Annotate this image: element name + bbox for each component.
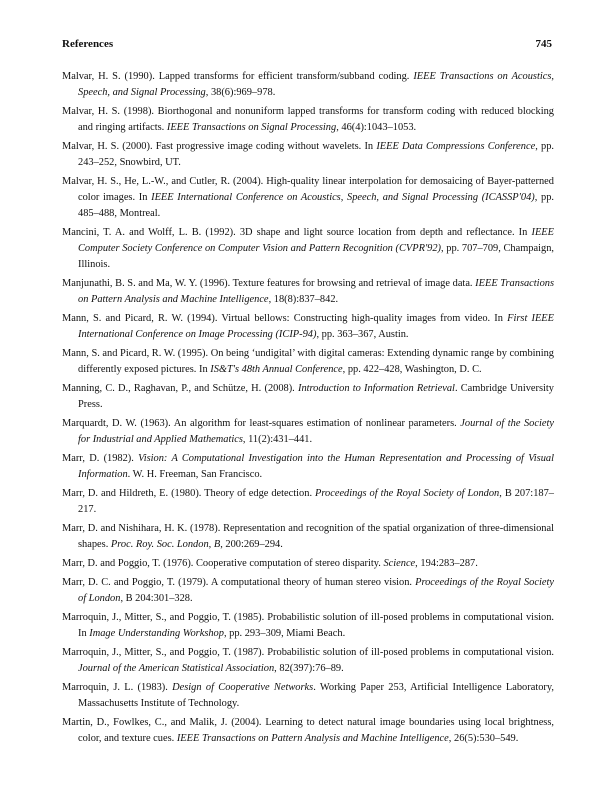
reference-text: Marroquin, J. L. (1983). [62, 682, 173, 693]
reference-text: Marr, D. and Hildreth, E. (1980). Theory of edge detection. [62, 488, 316, 499]
reference-venue: IEEE Transactions on Signal Processing [166, 122, 337, 133]
reference-text: Marquardt, D. W. (1963). An algorithm for least-squares estimation of nonlinear parameters. [62, 418, 461, 429]
reference-entry [62, 69, 554, 101]
reference-entry [62, 715, 554, 747]
reference-details: , pp. 363–367, Austin. [316, 329, 409, 340]
reference-entry [62, 416, 554, 448]
reference-venue: IEEE Computer Society Conference on Computer Vision and Pattern Recognition (CVPR'92) [78, 227, 554, 254]
reference-details: , 200:269–294. [220, 539, 283, 550]
reference-text: Malvar, H. S. (1998). Biorthogonal and nonuniform lapped transforms for transform coding with reduced blocking and ringing artifacts. [62, 106, 554, 133]
reference-details: , pp. 485–488, Montreal. [78, 192, 555, 219]
reference-entry [62, 521, 554, 553]
reference-details: , pp. 293–309, Miami Beach. [223, 628, 346, 639]
reference-venue: First IEEE International Conference on Image Processing (ICIP-94) [78, 313, 554, 340]
reference-list [62, 69, 554, 750]
reference-details: , pp. 422–428, Washington, D. C. [342, 364, 482, 375]
reference-venue: Design of Cooperative Networks [172, 682, 314, 693]
reference-text: Manjunathi, B. S. and Ma, W. Y. (1996). Texture features for browsing and retrieval of image data. [62, 278, 476, 289]
reference-venue: IEEE Transactions on Pattern Analysis and Machine Intelligence [78, 278, 555, 305]
reference-venue: IS&T's 48th Annual Conference [210, 364, 343, 375]
reference-text: Martin, D., Fowlkes, C., and Malik, J. (2004). Learning to detect natural image boundaries using local brightness, color, and texture cues. [62, 717, 554, 744]
reference-entry [62, 451, 554, 483]
reference-entry [62, 225, 554, 273]
reference-text: Marr, D. and Nishihara, H. K. (1978). Representation and recognition of the spatial organization of three-dimensional shapes. [62, 523, 554, 550]
reference-entry [62, 610, 554, 642]
reference-details: , pp. 707–709, Champaign, Illinois. [78, 243, 554, 270]
reference-text: Marr, D. C. and Poggio, T. (1979). A computational theory of human stereo vision. [62, 577, 416, 588]
reference-entry [62, 556, 554, 572]
reference-entry [62, 486, 554, 518]
reference-text: Manning, C. D., Raghavan, P., and Schütze, H. (2008). [62, 383, 298, 394]
reference-details: , 38(6):969–978. [205, 87, 276, 98]
reference-details: , 82(397):76–89. [274, 663, 344, 674]
reference-text: Mann, S. and Picard, R. W. (1994). Virtual bellows: Constructing high-quality images from video. In [62, 313, 508, 324]
reference-entry [62, 276, 554, 308]
reference-text: Malvar, H. S. (1990). Lapped transforms for efficient transform/subband coding. [62, 71, 414, 82]
reference-text: Mann, S. and Picard, R. W. (1995). On being ‘undigital’ with digital cameras: Extending dynamic range by combining differently exposed pictures. In [62, 348, 554, 375]
reference-text: Marr, D. (1982). [62, 453, 139, 464]
reference-text: Marr, D. and Poggio, T. (1976). Cooperative computation of stereo disparity. [62, 558, 384, 569]
reference-details: , B 207:187–217. [78, 488, 554, 515]
reference-details: . Cambridge University Press. [78, 383, 554, 410]
reference-details: , B 204:301–328. [120, 593, 193, 604]
section-title: References [62, 38, 114, 50]
reference-venue: IEEE Transactions on Pattern Analysis and Machine Intelligence [176, 733, 449, 744]
reference-entry [62, 104, 554, 136]
reference-details: . W. H. Freeman, San Francisco. [127, 469, 263, 480]
reference-entry [62, 311, 554, 343]
reference-entry [62, 139, 554, 171]
reference-text: Mancini, T. A. and Wolff, L. B. (1992). 3D shape and light source location from depth and reflectance. In [62, 227, 532, 238]
reference-venue: IEEE Transactions on Acoustics, Speech, and Signal Processing [78, 71, 554, 98]
reference-details: , 26(5):530–549. [448, 733, 519, 744]
reference-venue: Introduction to Information Retrieval [297, 383, 455, 394]
reference-venue: Journal of the Society for Industrial and Applied Mathematics [78, 418, 554, 445]
reference-text: Malvar, H. S. (2000). Fast progressive image coding without wavelets. In [62, 141, 377, 152]
reference-entry [62, 680, 554, 712]
reference-entry [62, 174, 554, 222]
reference-entry [62, 346, 554, 378]
reference-details: , 194:283–287. [415, 558, 478, 569]
reference-details: , 18(8):837–842. [268, 294, 339, 305]
reference-details: , pp. 243–252, Snowbird, UT. [78, 141, 554, 168]
reference-venue: Journal of the American Statistical Association [78, 663, 275, 674]
reference-entry [62, 381, 554, 413]
reference-text: Marroquin, J., Mitter, S., and Poggio, T. (1985). Probabilistic solution of ill-posed problems in computational vision. In [62, 612, 554, 639]
reference-text: Marroquin, J., Mitter, S., and Poggio, T. (1987). Probabilistic solution of ill-posed problems in computational vision. [62, 647, 554, 658]
reference-details: , 46(4):1043–1053. [336, 122, 417, 133]
reference-venue: Vision: A Computational Investigation into the Human Representation and Processing of Visual Information [78, 453, 554, 480]
reference-entry [62, 575, 554, 607]
reference-venue: IEEE Data Compressions Conference [376, 141, 536, 152]
reference-details: . Working Paper 253, Artificial Intelligence Laboratory, Massachusetts Institute of Technology. [78, 682, 554, 709]
reference-venue: Proceedings of the Royal Society of London [315, 488, 500, 499]
page-number: 745 [535, 38, 552, 50]
reference-venue: Proceedings of the Royal Society of London [78, 577, 554, 604]
reference-venue: Image Understanding Workshop [89, 628, 224, 639]
reference-entry [62, 645, 554, 677]
reference-venue: Proc. Roy. Soc. London, B [110, 539, 221, 550]
running-header [62, 38, 552, 54]
reference-details: , 11(2):431–441. [242, 434, 313, 445]
reference-venue: IEEE International Conference on Acoustics, Speech, and Signal Processing (ICASSP'04) [151, 192, 535, 203]
reference-text: Malvar, H. S., He, L.-W., and Cutler, R. (2004). High-quality linear interpolation for demosaicing of Bayer-patterned color images. In [62, 176, 554, 203]
reference-venue: Science [383, 558, 416, 569]
